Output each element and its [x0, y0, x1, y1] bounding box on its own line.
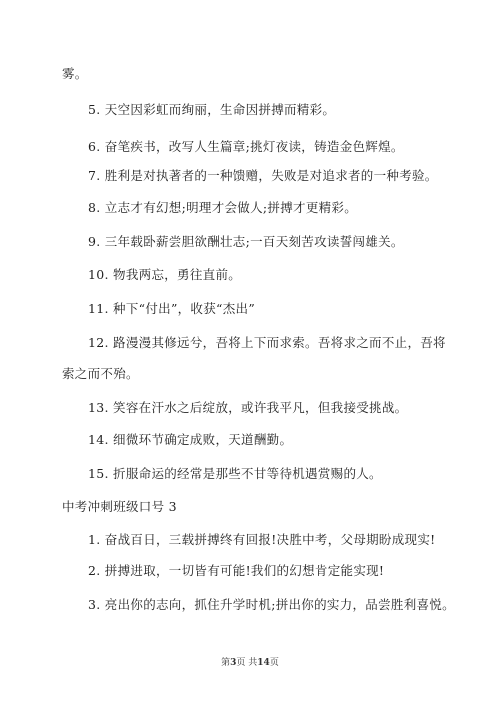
text-line: 雾。	[62, 66, 88, 81]
footer-suffix: 页	[269, 658, 279, 668]
text-line: 11. 种下“付出”，收获“杰出”	[88, 301, 256, 316]
text-line: 2. 拼搏进取，一切皆有可能!我们的幻想肯定能实现!	[88, 563, 385, 578]
text-line: 9. 三年载卧薪尝胆欲酬壮志;一百天刻苦攻读誓闯雄关。	[88, 234, 404, 249]
text-line: 索之而不殆。	[62, 366, 139, 381]
page-footer	[0, 655, 500, 668]
text-line: 15. 折服命运的经常是那些不甘等待机遇赏赐的人。	[88, 466, 382, 481]
text-line: 1. 奋战百日，三载拼搏终有回报!决胜中考，父母期盼成现实!	[88, 532, 436, 547]
text-line: 8. 立志才有幻想;明理才会做人;拼搏才更精彩。	[88, 200, 358, 215]
total-page-count: 14	[257, 658, 270, 668]
text-line: 14. 细微环节确定成败，天道酬勤。	[88, 432, 293, 447]
section-heading: 中考冲刺班级口号 3	[62, 499, 177, 514]
text-line: 6. 奋笔疾书，改写人生篇章;挑灯夜读，铸造金色辉煌。	[88, 139, 404, 154]
text-line: 13. 笑容在汗水之后绽放，或许我平凡，但我接受挑战。	[88, 400, 408, 415]
text-line: 12. 路漫漫其修远兮，吾将上下而求索。吾将求之而不止，吾将	[88, 335, 446, 350]
text-line: 10. 物我两忘，勇往直前。	[88, 267, 242, 282]
footer-prefix: 第	[221, 658, 231, 668]
current-page-number: 3	[230, 658, 237, 668]
text-line: 7. 胜利是对执著者的一种馈赠，失败是对追求者的一种考验。	[88, 168, 438, 183]
footer-middle: 页 共	[236, 658, 258, 668]
text-line: 3. 亮出你的志向，抓住升学时机;拼出你的实力，品尝胜利喜悦。	[88, 597, 455, 612]
text-line: 5. 天空因彩虹而绚丽，生命因拼搏而精彩。	[88, 102, 336, 117]
